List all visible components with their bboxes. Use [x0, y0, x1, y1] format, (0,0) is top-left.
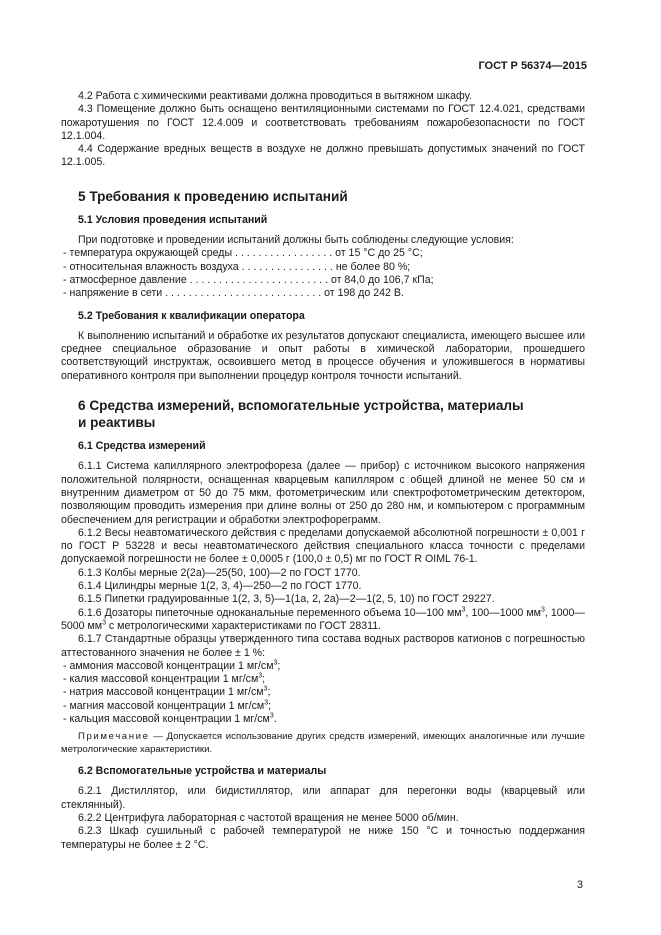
- paragraph-6-1-4: 6.1.4 Цилиндры мерные 1(2, 3, 4)—250—2 по ГОСТ 1770.: [78, 580, 362, 593]
- paragraph-6-1-1: 6.1.1 Система капиллярного электрофореза (далее — прибор) с источником высокого напряжения положительной полярности, оснащенная кварцевым капилляром с общей длиной не менее 50 см и внутренним диаметром от 50 до 75 мкм, фотометрическим или спектрофотометрическим детектором, позволяющим проводить измерения при длине волны от 250 до 280 нм, и компьютером с программным обеспечением для регистрации и обработки электрофореграмм.: [61, 460, 585, 526]
- paragraph-6-1-7: 6.1.7 Стандартные образцы утвержденного типа состава водных растворов катионов с погрешностью аттестованного значения не более ± 1 %:: [61, 633, 585, 659]
- paragraph-4-3: 4.3 Помещение должно быть оснащено вентиляционными системами по ГОСТ 12.4.021, средствами пожаротушения по ГОСТ 12.4.009 и соответствовать требованиям пожаробезопасности по ГОСТ 12.1.004.: [61, 103, 585, 142]
- condition-voltage: - напряжение в сети . . . . . . . . . . . . . . . . . . . . . . . . . . . от 198 до 242 В.: [63, 287, 404, 300]
- cation-calcium: - кальция массовой концентрации 1 $мг/см^3$.: [63, 712, 277, 725]
- paragraph-6-2-2: 6.2.2 Центрифуга лабораторная с частотой вращения не менее 5000 об/мин.: [78, 811, 459, 824]
- paragraph-4-2: 4.2 Работа с химическими реактивами должна проводиться в вытяжном шкафу.: [78, 90, 472, 102]
- paragraph-6-2-1: 6.2.1 Дистиллятор, или бидистиллятор, или аппарат для перегонки воды (кварцевый или стеклянный).: [61, 785, 585, 811]
- cation-ammonium: - аммония массовой концентрации 1 $мг/см^3$;: [63, 659, 281, 672]
- paragraph-6-1-6: 6.1.6 Дозаторы пипеточные одноканальные переменного объема 10—100 $мм^3$, 100—1000 $мм^3$, 1000—5000 $мм^3$ с метрологическими характеристиками по ГОСТ 28311.: [61, 606, 585, 632]
- paragraph-6-1-3: 6.1.3 Колбы мерные 2(2а)—25(50, 100)—2 по ГОСТ 1770.: [78, 566, 361, 579]
- paragraph-4-4: 4.4 Содержание вредных веществ в воздухе не должно превышать допустимых значений по ГОСТ 12.1.005.: [61, 143, 585, 169]
- subsection-6-2-heading: 6.2 Вспомогательные устройства и материалы: [78, 765, 327, 778]
- subsection-5-2-heading: 5.2 Требования к квалификации оператора: [78, 309, 305, 322]
- section-5-heading: 5 Требования к проведению испытаний: [78, 188, 348, 204]
- cation-potassium: - калия массовой концентрации 1 $мг/см^3$;: [63, 672, 266, 686]
- cation-sodium: - натрия массовой концентрации 1 $мг/см^3$;: [63, 685, 271, 699]
- page-number: 3: [576, 879, 583, 891]
- paragraph-6-1-5: 6.1.5 Пипетки градуированные 1(2, 3, 5)—1(1а, 2, 2а)—2—1(2, 5, 10) по ГОСТ 29227.: [78, 593, 495, 606]
- note: Примечание — Допускается использование других средств измерений, имеющих аналогичные или лучшие метрологические характеристики.: [61, 731, 585, 755]
- paragraph-6-1-2: 6.1.2 Весы неавтоматического действия с пределами допускаемой абсолютной погрешности ± 0,001 г по ГОСТ Р 53228 и весы неавтоматического действия специального класса точности с пределами допускаемой погрешности не более ± 0,0005 г (100,0 ± 0,5) мг по ГОСТ R OIML 76-1.: [61, 526, 585, 566]
- condition-temperature: - температура окружающей среды . . . . . . . . . . . . . . . . . от 15 °С до 25 °С;: [63, 247, 423, 260]
- document-number-header: ГОСТ Р 56374—2015: [478, 60, 587, 72]
- subsection-6-1-heading: 6.1 Средства измерений: [78, 440, 206, 453]
- condition-pressure: - атмосферное давление . . . . . . . . . . . . . . . . . . . . . . . . от 84,0 до 106,7 кПа;: [63, 273, 434, 286]
- operator-qualification-text: К выполнению испытаний и обработке их результатов допускают специалиста, имеющего высшее или среднее специальное образование и опыт работы в химической лаборатории, прошедшего соответствующий инструктаж, освоившего метод в процессе обучения и уложившегося в нормативы оперативного контроля при выполнении процедур контроля точности испытаний.: [61, 329, 585, 382]
- conditions-intro: При подготовке и проведении испытаний должны быть соблюдены следующие условия:: [78, 234, 514, 247]
- subsection-5-1-heading: 5.1 Условия проведения испытаний: [78, 213, 268, 226]
- section-6-heading: 6 Средства измерений, вспомогательные устройства, материалы и реактивы: [78, 398, 524, 431]
- page-content: [61, 90, 585, 852]
- cation-magnesium: - магния массовой концентрации 1 $мг/см^3$;: [63, 699, 272, 712]
- paragraph-6-2-3: 6.2.3 Шкаф сушильный с рабочей температурой не ниже 150 °С и точностью поддержания температуры не более ± 2 °С.: [61, 825, 585, 851]
- condition-humidity: - относительная влажность воздуха . . . . . . . . . . . . . . . . не более 80 %;: [63, 260, 411, 273]
